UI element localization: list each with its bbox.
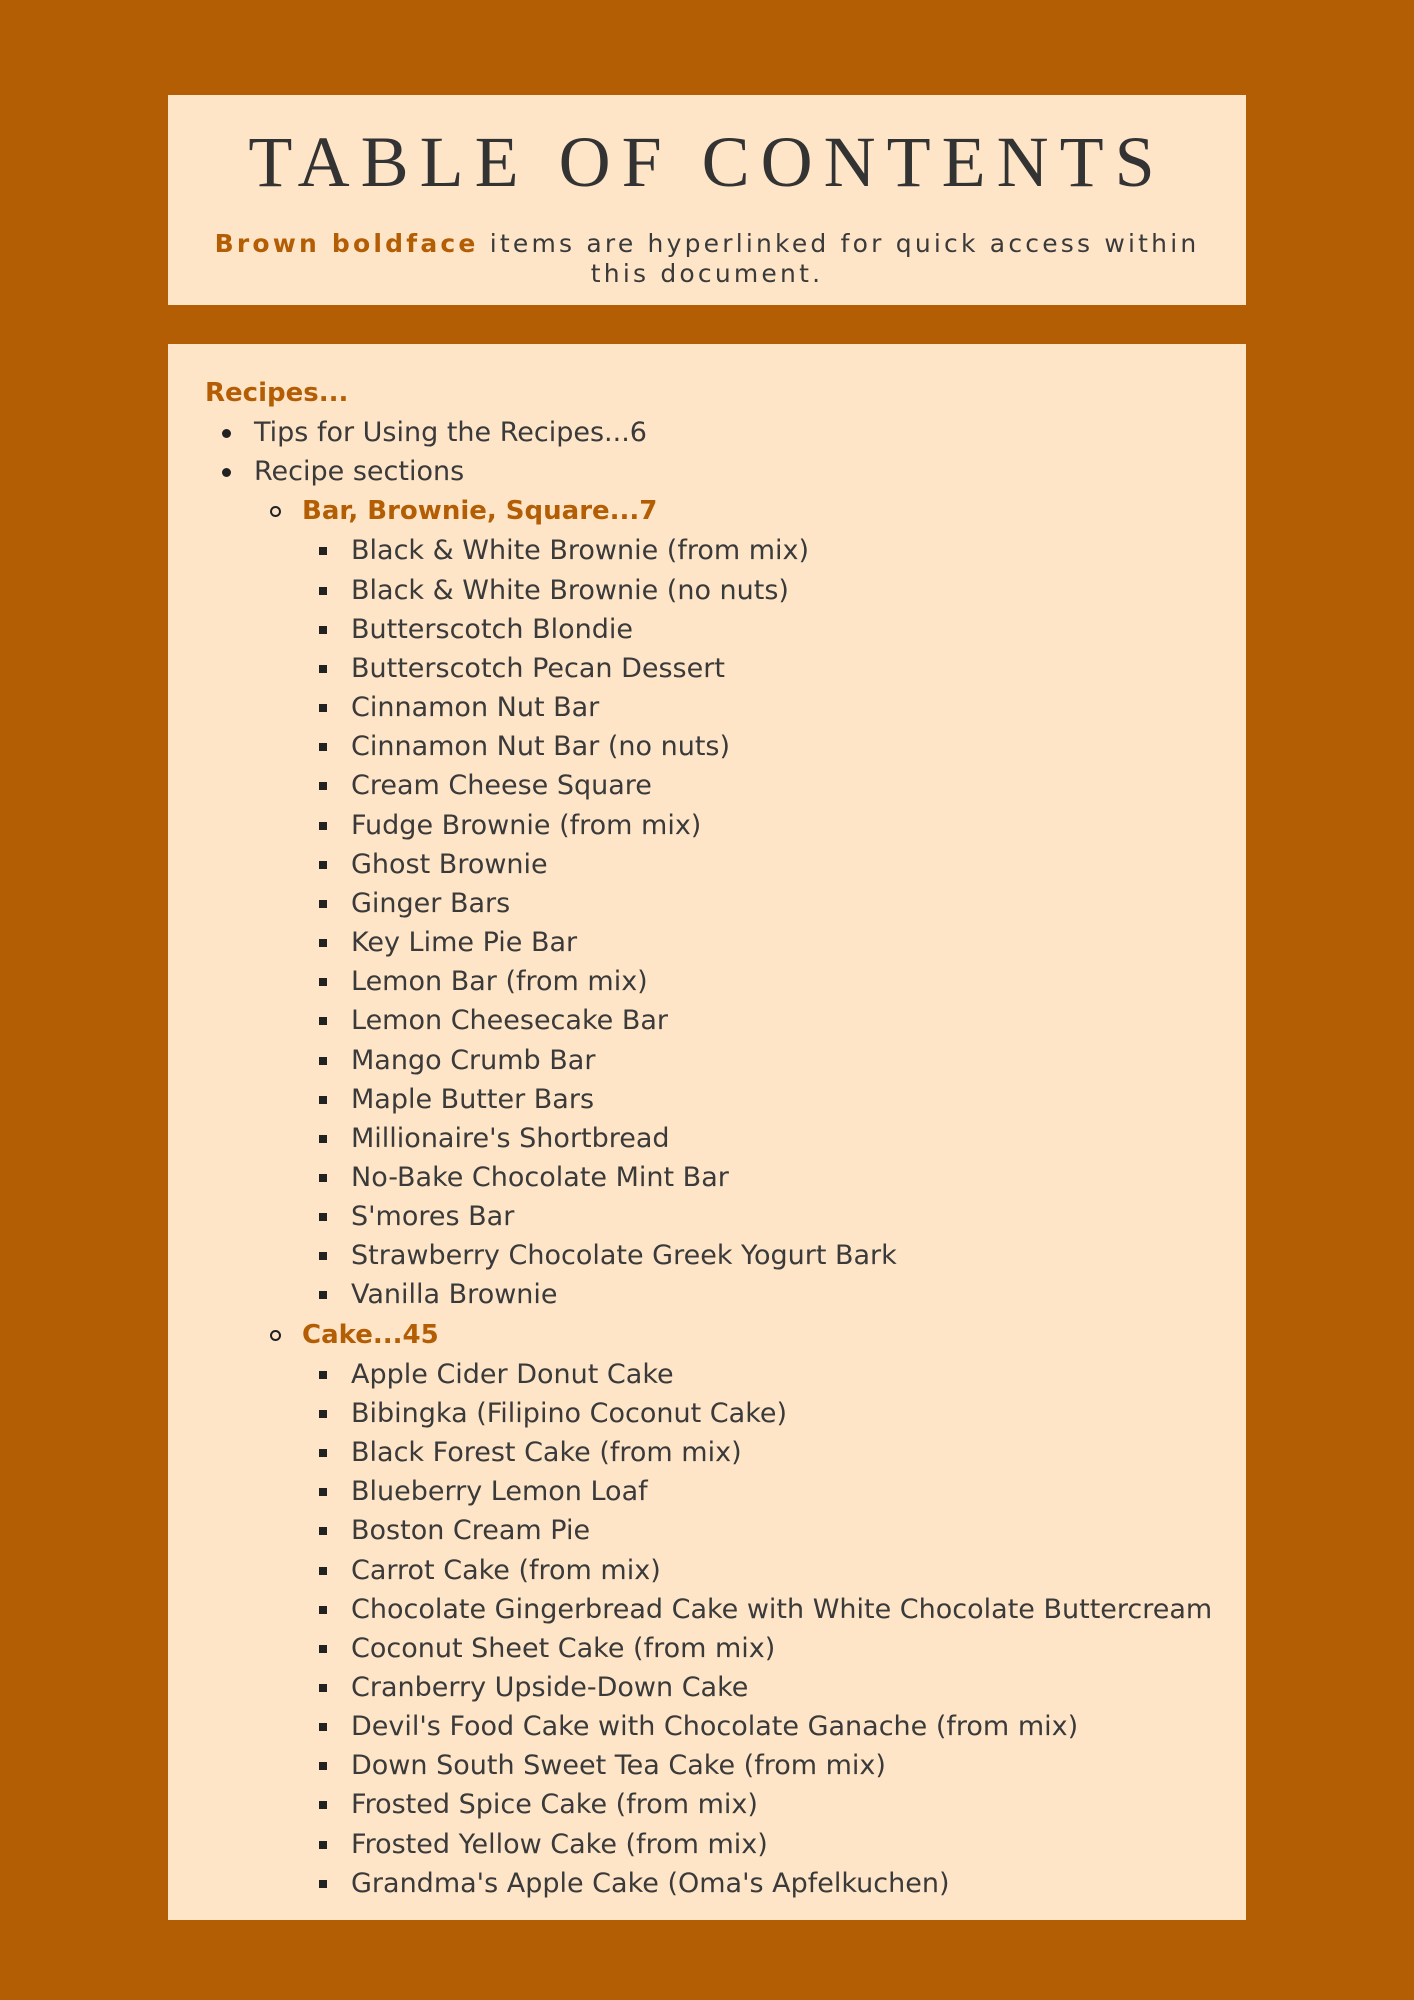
recipe-item: No-Bake Chocolate Mint Bar [205, 1158, 1210, 1197]
page-subtitle [207, 229, 1207, 289]
recipe-item: Key Lime Pie Bar [205, 923, 1210, 962]
section-cake [205, 1315, 1213, 1903]
recipe-item: Devil's Food Cake with Chocolate Ganache (from mix) [205, 1707, 1210, 1746]
recipe-item: Lemon Bar (from mix) [205, 962, 1210, 1001]
recipe-item: Carrot Cake (from mix) [205, 1551, 1210, 1590]
recipe-item: Strawberry Chocolate Greek Yogurt Bark [205, 1236, 1210, 1275]
title-card [168, 95, 1246, 305]
recipe-item: Frosted Spice Cake (from mix) [205, 1785, 1210, 1824]
recipe-item: Cream Cheese Square [205, 766, 1210, 805]
recipe-item: Blueberry Lemon Loaf [205, 1472, 1210, 1511]
toc-heading-link[interactable]: Recipes... [205, 378, 349, 408]
recipe-item: Cinnamon Nut Bar [205, 688, 1210, 727]
recipe-item: Down South Sweet Tea Cake (from mix) [205, 1746, 1210, 1785]
toc-card [168, 344, 1246, 1920]
toc-item-label: Recipe sections [254, 456, 465, 488]
recipe-item: Black & White Brownie (no nuts) [205, 571, 1210, 610]
section-link[interactable]: Cake...45 [302, 1319, 439, 1350]
recipe-item: Bibingka (Filipino Coconut Cake) [205, 1394, 1210, 1433]
recipe-item: S'mores Bar [205, 1197, 1210, 1236]
toc-item-recipe-sections [205, 452, 1213, 1903]
recipe-list [205, 531, 1210, 1314]
recipe-item: Cinnamon Nut Bar (no nuts) [205, 727, 1210, 766]
recipe-item: Millionaire's Shortbread [205, 1119, 1210, 1158]
recipe-item: Vanilla Brownie [205, 1275, 1210, 1314]
recipe-item: Grandma's Apple Cake (Oma's Apfelkuchen) [205, 1864, 1210, 1903]
recipe-item: Boston Cream Pie [205, 1511, 1210, 1550]
section-link[interactable]: Bar, Brownie, Square...7 [302, 496, 658, 527]
recipe-section-list [205, 491, 1213, 1903]
recipe-item: Black Forest Cake (from mix) [205, 1433, 1210, 1472]
recipe-item: Ghost Brownie [205, 845, 1210, 884]
recipe-item: Frosted Yellow Cake (from mix) [205, 1825, 1210, 1864]
recipe-item: Apple Cider Donut Cake [205, 1355, 1210, 1394]
subtitle-text: items are hyperlinked for quick access within this document. [478, 229, 1200, 288]
recipe-item: Maple Butter Bars [205, 1080, 1210, 1119]
recipe-item: Chocolate Gingerbread Cake with White Chocolate Buttercream [205, 1590, 1210, 1629]
recipe-item: Coconut Sheet Cake (from mix) [205, 1629, 1210, 1668]
recipe-item: Ginger Bars [205, 884, 1210, 923]
recipe-item: Cranberry Upside-Down Cake [205, 1668, 1210, 1707]
recipe-list [205, 1355, 1213, 1903]
recipe-item: Fudge Brownie (from mix) [205, 806, 1210, 845]
section-bar-brownie-square [205, 491, 1210, 1314]
recipe-item: Butterscotch Pecan Dessert [205, 649, 1210, 688]
page-title: TABLE OF CONTENTS [248, 122, 1166, 202]
recipe-item: Mango Crumb Bar [205, 1041, 1210, 1080]
recipe-item: Black & White Brownie (from mix) [205, 531, 1210, 570]
recipe-item: Butterscotch Blondie [205, 610, 1210, 649]
toc-list [205, 413, 1213, 1903]
toc-item-tips: Tips for Using the Recipes...6 [205, 413, 1210, 452]
recipe-item: Lemon Cheesecake Bar [205, 1001, 1210, 1040]
subtitle-highlight: Brown boldface [214, 229, 479, 258]
